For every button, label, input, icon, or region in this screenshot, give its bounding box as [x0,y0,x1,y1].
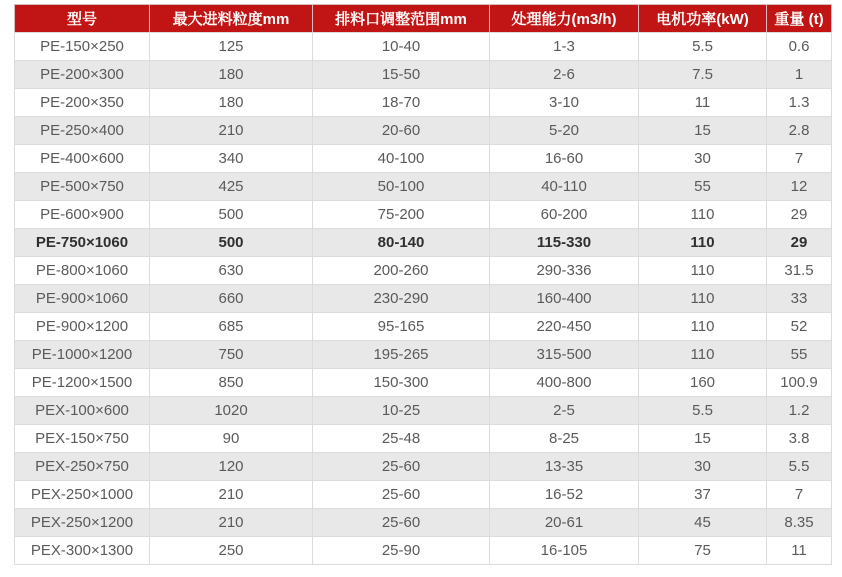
value-cell: 110 [639,257,767,285]
model-cell: PEX-250×1200 [15,509,150,537]
model-cell: PE-900×1060 [15,285,150,313]
value-cell: 500 [150,229,313,257]
model-cell: PE-200×300 [15,61,150,89]
value-cell: 30 [639,145,767,173]
model-cell: PE-1200×1500 [15,369,150,397]
value-cell: 100.9 [767,369,832,397]
value-cell: 315-500 [490,341,639,369]
column-header-4: 电机功率(kW) [639,5,767,33]
table-row [15,453,832,481]
value-cell: 340 [150,145,313,173]
table-row [15,201,832,229]
value-cell: 12 [767,173,832,201]
value-cell: 110 [639,341,767,369]
value-cell: 500 [150,201,313,229]
value-cell: 3-10 [490,89,639,117]
value-cell: 210 [150,509,313,537]
value-cell: 7 [767,145,832,173]
value-cell: 45 [639,509,767,537]
value-cell: 80-140 [313,229,490,257]
value-cell: 29 [767,201,832,229]
value-cell: 160-400 [490,285,639,313]
value-cell: 11 [639,89,767,117]
table-row [15,313,832,341]
value-cell: 25-90 [313,537,490,565]
value-cell: 180 [150,61,313,89]
value-cell: 25-60 [313,509,490,537]
value-cell: 5-20 [490,117,639,145]
value-cell: 2.8 [767,117,832,145]
value-cell: 40-100 [313,145,490,173]
value-cell: 110 [639,229,767,257]
value-cell: 15-50 [313,61,490,89]
value-cell: 55 [767,341,832,369]
table-body [15,33,832,565]
value-cell: 75-200 [313,201,490,229]
value-cell: 660 [150,285,313,313]
value-cell: 210 [150,117,313,145]
table-row [15,425,832,453]
table-row [15,117,832,145]
value-cell: 8.35 [767,509,832,537]
value-cell: 2-5 [490,397,639,425]
value-cell: 11 [767,537,832,565]
value-cell: 95-165 [313,313,490,341]
value-cell: 1020 [150,397,313,425]
value-cell: 10-25 [313,397,490,425]
value-cell: 630 [150,257,313,285]
value-cell: 250 [150,537,313,565]
model-cell: PEX-250×750 [15,453,150,481]
value-cell: 16-60 [490,145,639,173]
value-cell: 160 [639,369,767,397]
table-header [15,5,832,33]
table-row [15,285,832,313]
value-cell: 40-110 [490,173,639,201]
column-header-3: 处理能力(m3/h) [490,5,639,33]
value-cell: 5.5 [639,397,767,425]
value-cell: 850 [150,369,313,397]
value-cell: 230-290 [313,285,490,313]
value-cell: 1.3 [767,89,832,117]
value-cell: 5.5 [767,453,832,481]
column-header-5: 重量 (t) [767,5,832,33]
value-cell: 400-800 [490,369,639,397]
model-cell: PE-400×600 [15,145,150,173]
value-cell: 16-52 [490,481,639,509]
value-cell: 60-200 [490,201,639,229]
value-cell: 425 [150,173,313,201]
value-cell: 18-70 [313,89,490,117]
value-cell: 55 [639,173,767,201]
table-row [15,537,832,565]
value-cell: 13-35 [490,453,639,481]
model-cell: PE-800×1060 [15,257,150,285]
crusher-spec-table [14,4,832,565]
value-cell: 200-260 [313,257,490,285]
table-row [15,145,832,173]
value-cell: 3.8 [767,425,832,453]
value-cell: 33 [767,285,832,313]
value-cell: 0.6 [767,33,832,61]
table-row [15,61,832,89]
value-cell: 210 [150,481,313,509]
value-cell: 220-450 [490,313,639,341]
header-row [15,5,832,33]
value-cell: 750 [150,341,313,369]
model-cell: PE-750×1060 [15,229,150,257]
value-cell: 25-48 [313,425,490,453]
model-cell: PE-600×900 [15,201,150,229]
table-row [15,229,832,257]
model-cell: PE-900×1200 [15,313,150,341]
table-row [15,173,832,201]
value-cell: 290-336 [490,257,639,285]
table-row [15,481,832,509]
model-cell: PEX-300×1300 [15,537,150,565]
value-cell: 90 [150,425,313,453]
table-row [15,89,832,117]
model-cell: PEX-250×1000 [15,481,150,509]
column-header-0: 型号 [15,5,150,33]
model-cell: PE-1000×1200 [15,341,150,369]
value-cell: 25-60 [313,481,490,509]
value-cell: 125 [150,33,313,61]
value-cell: 7.5 [639,61,767,89]
value-cell: 110 [639,285,767,313]
value-cell: 15 [639,425,767,453]
value-cell: 110 [639,201,767,229]
model-cell: PE-250×400 [15,117,150,145]
value-cell: 50-100 [313,173,490,201]
value-cell: 37 [639,481,767,509]
value-cell: 25-60 [313,453,490,481]
value-cell: 150-300 [313,369,490,397]
value-cell: 110 [639,313,767,341]
column-header-2: 排料口调整范围mm [313,5,490,33]
value-cell: 120 [150,453,313,481]
value-cell: 1 [767,61,832,89]
value-cell: 52 [767,313,832,341]
value-cell: 29 [767,229,832,257]
value-cell: 685 [150,313,313,341]
value-cell: 1-3 [490,33,639,61]
value-cell: 20-61 [490,509,639,537]
table-row [15,369,832,397]
table-row [15,257,832,285]
value-cell: 2-6 [490,61,639,89]
table-row [15,509,832,537]
value-cell: 15 [639,117,767,145]
value-cell: 1.2 [767,397,832,425]
model-cell: PE-500×750 [15,173,150,201]
value-cell: 16-105 [490,537,639,565]
value-cell: 75 [639,537,767,565]
table-row [15,341,832,369]
value-cell: 30 [639,453,767,481]
model-cell: PEX-150×750 [15,425,150,453]
value-cell: 180 [150,89,313,117]
value-cell: 115-330 [490,229,639,257]
value-cell: 8-25 [490,425,639,453]
model-cell: PE-200×350 [15,89,150,117]
table-row [15,33,832,61]
value-cell: 20-60 [313,117,490,145]
table-row [15,397,832,425]
value-cell: 31.5 [767,257,832,285]
column-header-1: 最大进料粒度mm [150,5,313,33]
value-cell: 7 [767,481,832,509]
model-cell: PE-150×250 [15,33,150,61]
value-cell: 10-40 [313,33,490,61]
value-cell: 195-265 [313,341,490,369]
value-cell: 5.5 [639,33,767,61]
model-cell: PEX-100×600 [15,397,150,425]
